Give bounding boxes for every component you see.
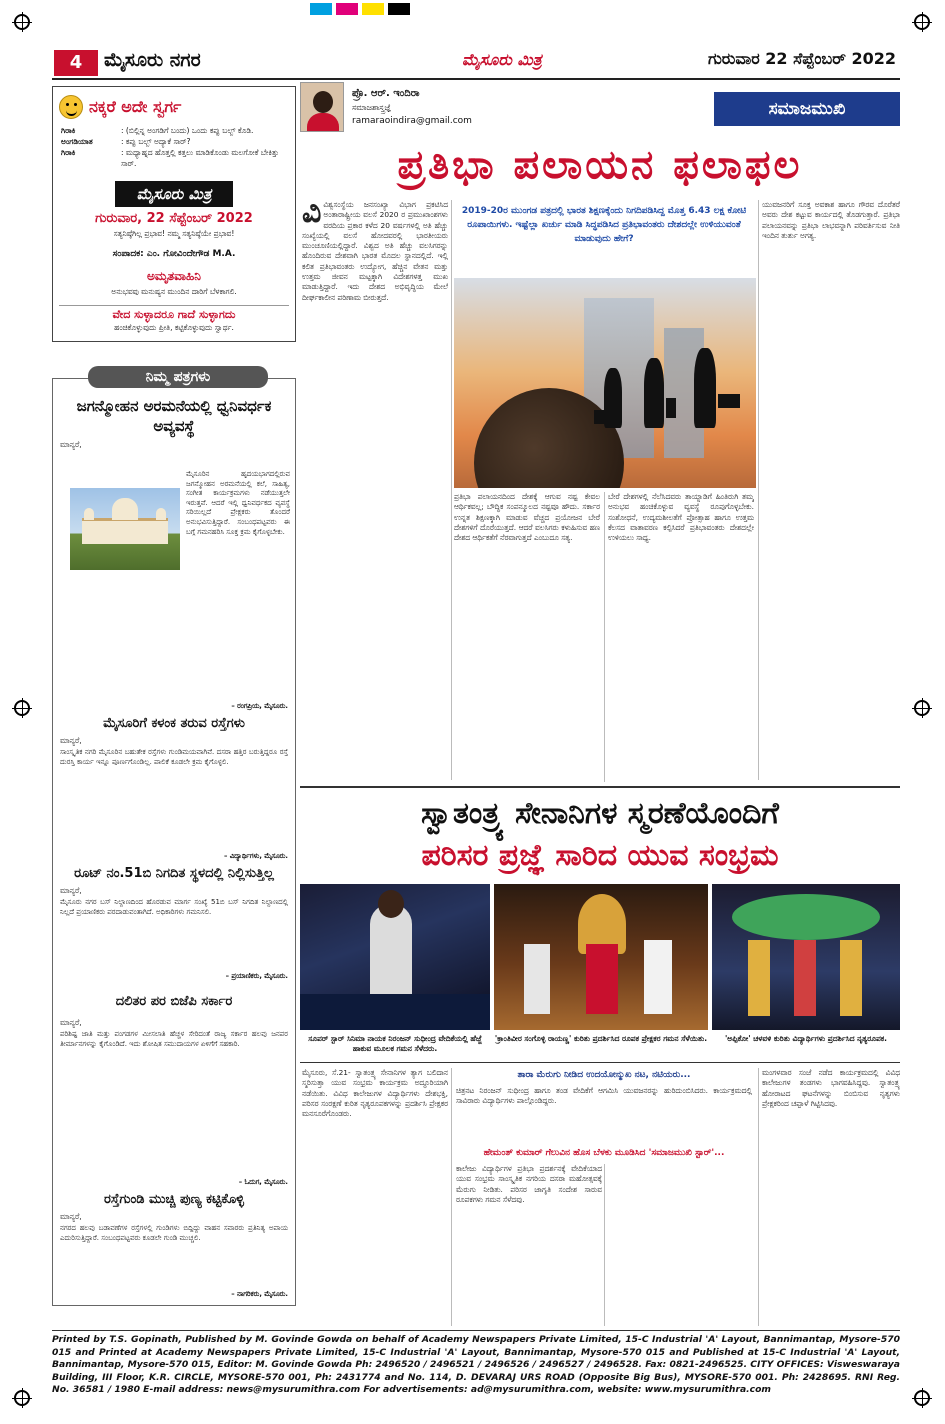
letter-salutation: ಮಾನ್ಯರೆ, xyxy=(60,886,82,895)
joke-speaker: ಅಂಗಡಿಯಾತ xyxy=(61,137,93,146)
letter-salutation: ಮಾನ್ಯರೆ, xyxy=(60,440,82,449)
letter-signature: – ಓದುಗ, ಮೈಸೂರು. xyxy=(238,1178,288,1186)
joke-text: : (ಬಿಲ್ಲಿನ್ನ ಅಂಗಡಿಗೆ ಬಂದು) ಒಂದು ಕಪ್ಪು ಬಲ್ಬ್ ಕೊಡಿ. xyxy=(121,126,254,135)
letter-body: ನಗರದ ಹಲವು ಬಡಾವಣೆಗಳ ರಸ್ತೆಗಳಲ್ಲಿ ಗುಂಡಿಗಳು ಬಿದ್ದಿದ್ದು ವಾಹನ ಸವಾರರು ಪ್ರತಿನಿತ್ಯ ಅಪಾಯ ಎದುರಿಸುತ್ತಿದ್ದಾರೆ. ಸಂಬಂಧಪಟ್ಟವರು ಕೂಡಲೇ ಗುಂಡಿ ಮುಚ್ಚಲಿ. xyxy=(60,1224,288,1242)
registration-mark-top-left xyxy=(14,14,30,30)
joke-speaker: ಗಿರಾಕಿ xyxy=(61,148,76,157)
paper-date: ಗುರುವಾರ, 22 ಸೆಪ್ಟೆಂಬರ್ 2022 xyxy=(95,211,253,226)
article-column-1 xyxy=(302,200,448,780)
article-pull-quote: 2019-20ರ ಮುಂಗಡ ಪತ್ರದಲ್ಲಿ ಭಾರತ ಶಿಕ್ಷಣಕ್ಕೆಂದು ನಿಗದಿಪಡಿಸಿದ್ದ ಮೊತ್ತ 6.43 ಲಕ್ಷ ಕೋಟಿ ರೂಪಾಯಿಗಳು. ಇಷ್ಟೆಲ್ಲಾ ಖರ್ಚು ಮಾಡಿ ಸಿದ್ಧಪಡಿಸಿದ ಪ್ರತಿಭಾವಂತರು ದೇಶದಲ್ಲೇ ಉಳಿಯುವಂತೆ ಮಾಡುವುದು ಹೇಗೆ? xyxy=(461,206,747,244)
festival-headline-1: ಸ್ವಾತಂತ್ರ್ಯ ಸೇನಾನಿಗಳ ಸ್ಮರಣೆಯೊಂದಿಗೆ xyxy=(421,796,779,831)
letter-title: ರೂಟ್ ನಂ.51ಬಿ ನಿಗದಿತ ಸ್ಥಳದಲ್ಲಿ ನಿಲ್ಲಿಸುತ್ತಿಲ್ಲ xyxy=(74,866,274,881)
printer-imprint: Printed by T.S. Gopinath, Published by M. Govinde Gowda on behalf of Academy Newspapers Private Limited, 15-C Industrial 'A' Layout, Bannimantap, Mysore-570 015 and Printed at Academy Newspapers Private Limited, 15-C Industrial 'A' Layout, Bannimantap, Mysore-570 015 and Published at 15-C Industrial 'A' Layout, Bannimantap, Mysore-570 015, Editor: M. Govinde Gowda Ph: 2496520 / 2496521 / 2496526 / 2496527 / 2496528. Fax: 0821-2496525. CITY OFFICES: Visweswaraya Building, III Floor, K.R. CIRCLE, MYSORE-570 001, Ph: 2431774 and No. 114, D. DEVARAJ URS ROAD (Opposite Big Bus), MYSORE-570 001. Ph: 2428695. RNI Reg. No. 36581 / 1980 E-mail address: news@mysurumithra.com For advertisements: ad@mysurumithra.com, website: www.mysurumithra.com xyxy=(52,1330,900,1396)
column-rule xyxy=(758,200,759,780)
registration-mark-bottom-left xyxy=(14,1390,30,1406)
migration-illustration xyxy=(454,278,756,488)
article-column-4: ಯುವಜನರಿಗೆ ಸೂಕ್ತ ಅವಕಾಶ ಹಾಗೂ ಗೌರವ ದೊರೆತರೆ ಅವರು ದೇಶ ಕಟ್ಟುವ ಕಾರ್ಯದಲ್ಲಿ ತೊಡಗುತ್ತಾರೆ. ಪ್ರತಿಭಾ ಪಲಾಯನವನ್ನು ಪ್ರತಿಭಾ ಲಾಭವನ್ನಾಗಿ ಪರಿವರ್ತಿಸುವ ನೀತಿ ಇಂದಿನ ತುರ್ತು ಅಗತ್ಯ. xyxy=(762,200,900,240)
letter-title: ಮೈಸೂರಿಗೆ ಕಳಂಕ ತರುವ ರಸ್ತೆಗಳು xyxy=(103,716,245,731)
letter-body-continued xyxy=(60,582,288,682)
photo-caption: 'ಕ್ರಾಂತಿವೀರ ಸಂಗೊಳ್ಳಿ ರಾಯಣ್ಣ' ಕುರಿತು ಪ್ರದರ್ಶಿಸಿದ ರೂಪಕ ಪ್ರೇಕ್ಷಕರ ಗಮನ ಸೆಳೆಯಿತು. xyxy=(494,1034,708,1043)
joke-line xyxy=(61,147,289,169)
joke-speaker: ಗಿರಾಕಿ xyxy=(61,126,76,135)
letter-signature: – ರಂಗಪ್ರಿಯ, ಮೈಸೂರು. xyxy=(231,702,288,710)
registration-mark-mid-left xyxy=(14,700,30,716)
festival-column-3b xyxy=(608,1164,754,1326)
letter-body: ಮೈಸೂರು ನಗರ ಬಸ್ ನಿಲ್ದಾಣದಿಂದ ಹೊರಡುವ ಮಾರ್ಗ ಸಂಖ್ಯೆ 51ಬಿ ಬಸ್ ನಿಗದಿತ ನಿಲ್ದಾಣದಲ್ಲಿ ನಿಲ್ಲದೆ ಪ್ರಯಾಣಿಕರು ಪರದಾಡುವಂತಾಗಿದೆ. ಅಧಿಕಾರಿಗಳು ಗಮನಿಸಲಿ. xyxy=(60,898,288,916)
festival-column-1: ಮೈಸೂರು, ಸೆ.21- ಸ್ವಾತಂತ್ರ್ಯ ಸೇನಾನಿಗಳ ತ್ಯಾಗ ಬಲಿದಾನ ಸ್ಮರಿಸುತ್ತಾ ಯುವ ಸಂಭ್ರಮ ಕಾರ್ಯಕ್ರಮ ಅದ್ಧೂರಿಯಾಗಿ ನಡೆಯಿತು. ವಿವಿಧ ಕಾಲೇಜುಗಳ ವಿದ್ಯಾರ್ಥಿಗಳು ದೇಶಭಕ್ತಿ, ಪರಿಸರ ಸಂರಕ್ಷಣೆ ಕುರಿತ ನೃತ್ಯರೂಪಕಗಳನ್ನು ಪ್ರದರ್ಶಿಸಿ ಪ್ರೇಕ್ಷಕರ ಮನಸೂರೆಗೊಂಡರು. xyxy=(302,1068,448,1119)
article-column-2: ಪ್ರತಿಭಾ ಪಲಾಯನದಿಂದ ದೇಶಕ್ಕೆ ಆಗುವ ನಷ್ಟ ಕೇವಲ ಆರ್ಥಿಕವಲ್ಲ; ಬೌದ್ಧಿಕ ಸಂಪನ್ಮೂಲದ ನಷ್ಟವೂ ಹೌದು. ಸರ್ಕಾರ ಉನ್ನತ ಶಿಕ್ಷಣಕ್ಕಾಗಿ ಮಾಡುವ ವೆಚ್ಚದ ಪ್ರಯೋಜನ ಬೇರೆ ದೇಶಗಳಿಗೆ ದೊರೆಯುತ್ತದೆ. ಆದರೆ ವಲಸಿಗರು ಕಳುಹಿಸುವ ಹಣ ದೇಶದ ಆರ್ಥಿಕತೆಗೆ ನೆರವಾಗುತ್ತದೆ ಎಂಬುದೂ ಸತ್ಯ. xyxy=(454,492,600,543)
column-name-box: ಸಮಾಜಮುಖಿ xyxy=(714,92,900,126)
author-role: ಸಮಾಜಶಾಸ್ತ್ರಜ್ಞೆ xyxy=(352,103,392,112)
author-email: ramaraoindira@gmail.com xyxy=(352,116,472,126)
letter-signature: – ನಾಗರಿಕರು, ಮೈಸೂರು. xyxy=(231,1290,288,1298)
column-rule xyxy=(451,1068,452,1326)
masthead: ಮೈಸೂರು ಮಿತ್ರ xyxy=(462,50,542,69)
registration-mark-top-right xyxy=(914,14,930,30)
letter-salutation: ಮಾನ್ಯರೆ, xyxy=(60,1212,82,1221)
column-rule xyxy=(451,200,452,780)
issue-date: ಗುರುವಾರ 22 ಸೆಪ್ಟೆಂಬರ್ 2022 xyxy=(708,49,896,68)
photo-caption: 'ಅಪ್ಪಿಕೋ' ಚಳವಳಿ ಕುರಿತು ವಿದ್ಯಾರ್ಥಿಗಳು ಪ್ರದರ್ಶಿಸಿದ ನೃತ್ಯರೂಪಕ. xyxy=(724,1034,888,1043)
paper-tagline: ಸತ್ಯನಿಷ್ಠೆಗಿಲ್ಲ ಪ್ರಭಾವ! ನಮ್ಮ ಸತ್ಯನಿಷ್ಠೆಯೇ ಪ್ರಭಾವ! xyxy=(113,229,235,238)
letters-section-title: ನಿಮ್ಮ ಪತ್ರಗಳು xyxy=(88,366,268,388)
letter-signature: – ವಿದ್ಯಾರ್ಥಿಗಳು, ಮೈಸೂರು. xyxy=(224,852,288,860)
letter-body: ಪರಿಶಿಷ್ಟ ಜಾತಿ ಮತ್ತು ಪಂಗಡಗಳ ಮೀಸಲಾತಿ ಹೆಚ್ಚಳ ಸೇರಿದಂತೆ ರಾಜ್ಯ ಸರ್ಕಾರ ಹಲವು ಜನಪರ ತೀರ್ಮಾನಗಳನ್ನು ಕೈಗೊಂಡಿದೆ. ಇದು ಶೋಷಿತ ಸಮುದಾಯಗಳ ಏಳಿಗೆಗೆ ಸಹಕಾರಿ. xyxy=(60,1030,288,1048)
joke-title: ನಕ್ಕರೆ ಅದೇ ಸ್ವರ್ಗ xyxy=(89,97,182,116)
letter-salutation: ಮಾನ್ಯರೆ, xyxy=(60,736,82,745)
amrutha-title: ಅಮೃತವಾಹಿನಿ xyxy=(147,269,201,283)
header-divider xyxy=(52,78,900,80)
festival-column-2: ಚಿತ್ರನಟ ನಿರಂಜನ್ ಸುಧೀಂದ್ರ ಹಾಗೂ ತಂಡ ವೇದಿಕೆಗೆ ಆಗಮಿಸಿ ಯುವಜನರನ್ನು ಹುರಿದುಂಬಿಸಿದರು. ಕಾರ್ಯಕ್ರಮದಲ್ಲಿ ಸಾವಿರಾರು ವಿದ್ಯಾರ್ಥಿಗಳು ಪಾಲ್ಗೊಂಡಿದ್ದರು. xyxy=(456,1086,752,1106)
rayanna-play-photo xyxy=(494,884,708,1030)
joke-line xyxy=(61,136,289,147)
column-rule xyxy=(758,1068,759,1326)
author-name: ಪ್ರೊ. ಆರ್. ಇಂದಿರಾ xyxy=(352,88,420,99)
paper-editor: ಸಂಪಾದಕ: ಎಂ. ಗೋವಿಂದೇಗೌಡ M.A. xyxy=(112,249,236,259)
palace-photo xyxy=(70,488,180,570)
actor-performance-photo xyxy=(300,884,490,1030)
article-bottom-rule xyxy=(300,786,900,788)
color-calibration-bar xyxy=(310,3,410,15)
article-column-1-text: ವಿಶ್ವಸಂಸ್ಥೆಯ ಜನಸಂಖ್ಯಾ ವಿಭಾಗ ಪ್ರಕಟಿಸಿದ ಅಂತಾರಾಷ್ಟ್ರೀಯ ವಲಸೆ 2020 ರ ಪ್ರಮುಖಾಂಶಗಳು ವರದಿಯ ಪ್ರಕಾರ ಕಳೆದ 20 ವರ್ಷಗಳಲ್ಲಿ ಅತಿ ಹೆಚ್ಚು ಸಂಖ್ಯೆಯಲ್ಲಿ ವಲಸೆ ಹೋದವರಲ್ಲಿ ಭಾರತೀಯರು ಮುಂಚೂಣಿಯಲ್ಲಿದ್ದಾರೆ. ವಿಶ್ವದ ಅತಿ ಹೆಚ್ಚು ವಲಸಿಗರನ್ನು ಹೊಂದಿರುವ ದೇಶವಾಗಿ ಭಾರತ ಮೊದಲ ಸ್ಥಾನದಲ್ಲಿದೆ. ಇಲ್ಲಿ ಕಲಿತ ಪ್ರತಿಭಾವಂತರು ಉದ್ಯೋಗ, ಹೆಚ್ಚಿನ ವೇತನ ಮತ್ತು ಉತ್ತಮ ಜೀವನ ಮಟ್ಟಕ್ಕಾಗಿ ವಿದೇಶಗಳತ್ತ ಮುಖ ಮಾಡುತ್ತಿದ್ದಾರೆ. ಇದು ದೇಶದ ಅಭಿವೃದ್ಧಿಯ ಮೇಲೆ ದೀರ್ಘಕಾಲೀನ ಪರಿಣಾಮ ಬೀರುತ್ತದೆ. xyxy=(302,200,448,302)
festival-headline-2: ಪರಿಸರ ಪ್ರಜ್ಞೆ ಸಾರಿದ ಯುವ ಸಂಭ್ರಮ xyxy=(421,838,779,873)
joke-box xyxy=(52,86,296,342)
article-headline: ಪ್ರತಿಭಾ ಪಲಾಯನ ಫಲಾಫಲ xyxy=(397,141,803,188)
author-photo xyxy=(300,82,344,132)
festival-subhead-2: ಹೇಮಂತ್ ಕುಮಾರ್ ಗೆಲುವಿನ ಹೊಸ ಬೆಳಕು ಮೂಡಿಸಿದ 'ಸಮಾಜಮುಖಿ ಸ್ಟಾರ್'... xyxy=(483,1148,725,1158)
section-name: ಮೈಸೂರು ನಗರ xyxy=(104,49,201,71)
column-rule xyxy=(604,492,605,782)
letter-body: ಮೈಸೂರಿನ ಹೃದಯಭಾಗದಲ್ಲಿರುವ ಜಗನ್ಮೋಹನ ಅರಮನೆಯಲ್ಲಿ ಕಲೆ, ಸಾಹಿತ್ಯ, ಸಂಗೀತ ಕಾರ್ಯಕ್ರಮಗಳು ನಡೆಯುತ್ತಲೇ ಇರುತ್ತವೆ. ಆದರೆ ಇಲ್ಲಿ ಧ್ವನಿವರ್ಧಕದ ವ್ಯವಸ್ಥೆ ಸರಿಯಿಲ್ಲದೆ ಪ್ರೇಕ್ಷಕರು ತೊಂದರೆ ಅನುಭವಿಸುತ್ತಿದ್ದಾರೆ. ಸಂಬಂಧಪಟ್ಟವರು ಈ ಬಗ್ಗೆ ಗಮನಹರಿಸಿ ಸೂಕ್ತ ಕ್ರಮ ಕೈಗೊಳ್ಳಬೇಕು. xyxy=(186,470,290,536)
joke-text: : ಕಪ್ಪು ಬಲ್ಬ್ ಅದ್ಯಾಕೆ ಸಾರ್? xyxy=(121,137,191,146)
letter-title: ದಲಿತರ ಪರ ಬಿಜೆಪಿ ಸರ್ಕಾರ xyxy=(115,994,233,1009)
photo-caption: ಸೂಪರ್ ಸ್ಟಾರ್ ಸಿನಿಮಾ ನಾಯಕ ನಿರಂಜನ್ ಸುಧೀಂದ್ರ ವೇದಿಕೆಯಲ್ಲಿ ಹೆಜ್ಜೆ ಹಾಕುವ ಮೂಲಕ ಗಮನ ಸೆಳೆದರು. xyxy=(308,1034,482,1053)
appiko-dance-photo xyxy=(712,884,900,1030)
page-number-badge: 4 xyxy=(54,50,98,76)
joke-title-row xyxy=(59,93,289,121)
amrutha-text: ಅನುಭವವು ಮನುಷ್ಯನ ಮುಂದಿನ ದಾರಿಗೆ ಬೆಳಕಾಗಲಿ. xyxy=(111,287,237,296)
letter-title: ರಸ್ತೆಗುಂಡಿ ಮುಚ್ಚಿ ಪುಣ್ಯ ಕಟ್ಟಿಕೊಳ್ಳಿ xyxy=(103,1192,245,1207)
caption-divider xyxy=(300,1062,900,1063)
letter-title: ಜಗನ್ಮೋಹನ ಅರಮನೆಯಲ್ಲಿ ಧ್ವನಿವರ್ಧಕ ಅವ್ಯವಸ್ಥೆ xyxy=(76,397,272,435)
joke-dialogue xyxy=(61,125,289,169)
column-rule xyxy=(604,1164,605,1326)
smiley-icon xyxy=(59,95,83,119)
festival-column-4: ಮಂಗಳವಾರ ಸಂಜೆ ನಡೆದ ಕಾರ್ಯಕ್ರಮದಲ್ಲಿ ವಿವಿಧ ಕಾಲೇಜುಗಳ ತಂಡಗಳು ಭಾಗವಹಿಸಿದ್ದವು. ಸ್ವಾತಂತ್ರ್ಯ ಹೋರಾಟದ ಘಟನೆಗಳನ್ನು ಬಿಂಬಿಸುವ ನೃತ್ಯಗಳು ಪ್ರೇಕ್ಷಕರಿಂದ ಚಪ್ಪಾಳೆ ಗಿಟ್ಟಿಸಿದವು. xyxy=(762,1068,900,1108)
festival-subhead: ತಾರಾ ಮೆರುಗು ನೀಡಿದ ಉದಯೋನ್ಮುಖ ನಟ, ನಟಿಯರು... xyxy=(517,1070,691,1080)
letter-signature: – ಪ್ರಯಾಣಿಕರು, ಮೈಸೂರು. xyxy=(225,972,288,980)
proverb-text: ಹಂಚಿಕೊಳ್ಳುವುದು ಪ್ರೀತಿ, ಕಟ್ಟಿಕೊಳ್ಳುವುದು ಸ್ವಾರ್ಥ. xyxy=(114,323,234,332)
joke-line xyxy=(61,125,289,136)
festival-column-3: ಕಾಲೇಜು ವಿದ್ಯಾರ್ಥಿಗಳ ಪ್ರತಿಭಾ ಪ್ರದರ್ಶನಕ್ಕೆ ವೇದಿಕೆಯಾದ ಯುವ ಸಂಭ್ರಮ ಸಾಂಸ್ಕೃತಿಕ ನಗರಿಯ ದಸರಾ ಮಹೋತ್ಸವಕ್ಕೆ ಮೆರುಗು ನೀಡಿತು. ಪರಿಸರ ಜಾಗೃತಿ ಸಂದೇಶ ಸಾರುವ ರೂಪಕಗಳು ಗಮನ ಸೆಳೆದವು. xyxy=(456,1164,602,1204)
registration-mark-mid-right xyxy=(914,700,930,716)
drop-cap: ವಿ xyxy=(302,200,322,230)
paper-logo: ಮೈಸೂರು ಮಿತ್ರ xyxy=(115,181,233,207)
proverb-title: ವೇದ ಸುಳ್ಳಾದರೂ ಗಾದೆ ಸುಳ್ಳಾಗದು xyxy=(59,305,289,322)
article-column-3: ಬೇರೆ ದೇಶಗಳಲ್ಲಿ ನೆಲೆಸಿದವರು ತಾಯ್ನಾಡಿಗೆ ಹಿಂತಿರುಗಿ ತಮ್ಮ ಅನುಭವ ಹಂಚಿಕೊಳ್ಳುವ ವ್ಯವಸ್ಥೆ ರೂಪುಗೊಳ್ಳಬೇಕು. ಸಂಶೋಧನೆ, ಉದ್ಯಮಶೀಲತೆಗೆ ಪ್ರೋತ್ಸಾಹ ಹಾಗೂ ಉತ್ತಮ ಕೆಲಸದ ವಾತಾವರಣ ಕಲ್ಪಿಸಿದರೆ ಪ್ರತಿಭಾವಂತರು ದೇಶದಲ್ಲೇ ಉಳಿಯಲು ಸಾಧ್ಯ. xyxy=(608,492,754,543)
letter-body: ಸಾಂಸ್ಕೃತಿಕ ನಗರಿ ಮೈಸೂರಿನ ಬಹುತೇಕ ರಸ್ತೆಗಳು ಗುಂಡಿಮಯವಾಗಿವೆ. ದಸರಾ ಹತ್ತಿರ ಬರುತ್ತಿದ್ದರೂ ರಸ್ತೆ ದುರಸ್ತಿ ಕಾರ್ಯ ಇನ್ನೂ ಪೂರ್ಣಗೊಂಡಿಲ್ಲ. ಪಾಲಿಕೆ ಕೂಡಲೇ ಕ್ರಮ ಕೈಗೊಳ್ಳಲಿ. xyxy=(60,748,288,766)
registration-mark-bottom-right xyxy=(914,1390,930,1406)
letter-salutation: ಮಾನ್ಯರೆ, xyxy=(60,1018,82,1027)
joke-text: : ಮಧ್ಯಾಹ್ನದ ಹೊತ್ತಲ್ಲಿ ಕತ್ತಲು ಮಾಡಿಕೊಂಡು ಮಲಗೋಕೆ ಬೇಕಿತ್ತು ಸಾರ್. xyxy=(121,148,279,168)
